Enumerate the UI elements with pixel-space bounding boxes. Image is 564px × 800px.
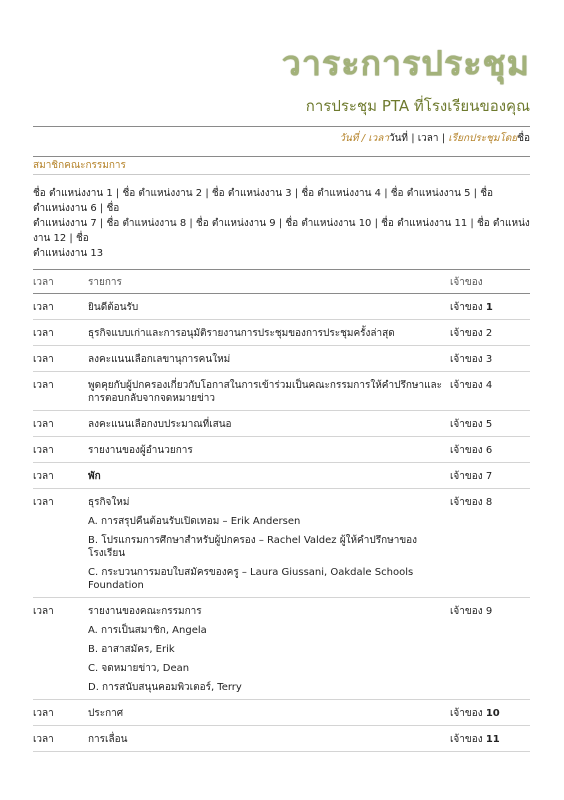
meta-sep-1: | (411, 133, 418, 144)
agenda-item-title: ประกาศ (88, 708, 124, 719)
agenda-owner (450, 707, 530, 720)
agenda-item-title: ยินดีต้อนรับ (88, 302, 139, 313)
committee-members-line: ตำแหน่งงาน 13 (33, 248, 104, 259)
agenda-item-title: ธุรกิจแบบเก่าและการอนุมัติรายงานการประชุมของการประชุมครั้งล่าสุด (88, 328, 395, 339)
committee-section-heading (33, 156, 530, 175)
agenda-item-title: รายงานของผู้อำนวยการ (88, 445, 193, 456)
header-time: เวลา (33, 277, 54, 288)
called-by-label: เรียกประชุมโดย (448, 133, 518, 144)
owner-number: 10 (485, 708, 500, 719)
agenda-time: เวลา (33, 497, 54, 508)
meta-slash: / (361, 133, 369, 144)
owner-label: เจ้าของ (450, 471, 483, 482)
agenda-subitem: B. โปรแกรมการศึกษาสำหรับผู้ปกครอง – Rachel Valdez ผู้ให้คำปรึกษาของโรงเรียน (88, 535, 418, 559)
owner-label: เจ้าของ (450, 734, 483, 745)
agenda-subitem: C. กระบวนการมอบใบสมัครของครู – Laura Giussani, Oakdale Schools Foundation (88, 567, 414, 591)
agenda-time: เวลา (33, 734, 54, 745)
committee-heading: สมาชิกคณะกรรมการ (33, 159, 530, 175)
agenda-owner (450, 470, 530, 483)
agenda-row (33, 346, 530, 372)
agenda-subitem: A. การสรุปคืนต้อนรับเปิดเทอม – Erik Andersen (88, 516, 301, 527)
agenda-owner (450, 327, 530, 340)
agenda-time: เวลา (33, 302, 54, 313)
owner-label: เจ้าของ (450, 419, 483, 430)
date-value: วันที่ (388, 133, 409, 144)
header-item: รายการ (88, 277, 122, 288)
owner-label: เจ้าของ (450, 328, 483, 339)
owner-number: 5 (485, 419, 493, 430)
agenda-time: เวลา (33, 471, 54, 482)
owner-label: เจ้าของ (450, 380, 483, 391)
owner-label: เจ้าของ (450, 445, 483, 456)
agenda-rows (33, 294, 530, 752)
owner-label: เจ้าของ (450, 606, 483, 617)
agenda-subitem: A. การเป็นสมาชิก, Angela (88, 625, 207, 636)
agenda-time: เวลา (33, 445, 54, 456)
meeting-meta (33, 132, 530, 146)
agenda-item (88, 301, 450, 314)
owner-number: 7 (485, 471, 493, 482)
owner-number: 9 (485, 606, 493, 617)
document-page (33, 0, 530, 752)
header-owner: เจ้าของ (450, 277, 483, 288)
owner-label: เจ้าของ (450, 497, 483, 508)
agenda-owner (450, 379, 530, 405)
agenda-owner (450, 418, 530, 431)
agenda-header-row (33, 270, 530, 294)
called-by-value: ชื่อ (517, 133, 530, 144)
agenda-subitem: B. อาสาสมัคร, Erik (88, 644, 175, 655)
meta-sep-2: | (441, 133, 449, 144)
agenda-item (88, 379, 450, 405)
owner-number: 8 (485, 497, 493, 508)
agenda-item (88, 733, 450, 746)
agenda-owner (450, 353, 530, 366)
owner-number: 11 (485, 734, 500, 745)
agenda-table (33, 269, 530, 752)
agenda-row (33, 700, 530, 726)
agenda-item (88, 470, 450, 483)
agenda-item-title: ลงคะแนนเลือกเลขานุการคนใหม่ (88, 354, 231, 365)
owner-number: 1 (485, 302, 493, 313)
agenda-row (33, 463, 530, 489)
agenda-item (88, 327, 450, 340)
time-value: เวลา (417, 133, 439, 144)
agenda-time: เวลา (33, 380, 54, 391)
agenda-item (88, 605, 450, 694)
agenda-time: เวลา (33, 354, 54, 365)
agenda-row (33, 726, 530, 752)
agenda-owner (450, 496, 530, 592)
committee-members (33, 186, 530, 261)
agenda-item (88, 353, 450, 366)
agenda-title: วาระการประชุม (281, 44, 530, 84)
agenda-item-title: ธุรกิจใหม่ (88, 497, 130, 508)
agenda-owner (450, 301, 530, 314)
agenda-subitem: D. การสนับสนุนคอมพิวเตอร์, Terry (88, 682, 242, 693)
owner-number: 2 (485, 328, 493, 339)
agenda-time: เวลา (33, 708, 54, 719)
agenda-owner (450, 605, 530, 694)
owner-label: เจ้าของ (450, 354, 483, 365)
agenda-item-title: พัก (88, 471, 101, 482)
owner-number: 3 (485, 354, 493, 365)
date-label: วันที่ (339, 133, 359, 144)
owner-number: 4 (485, 380, 493, 391)
committee-members-line: ชื่อ ตำแหน่งงาน 1 | ชื่อ ตำแหน่งงาน 2 | ชื่อ ตำแหน่งงาน 3 | ชื่อ ตำแหน่งงาน 4 | ชื่อ ตำแหน่งงาน 5 | ชื่อ ตำแหน่งงาน 6 | ชื่อ (33, 188, 493, 214)
agenda-row (33, 320, 530, 346)
agenda-item-title: ลงคะแนนเลือกงบประมาณที่เสนอ (88, 419, 232, 430)
agenda-item (88, 444, 450, 457)
agenda-item-title: พูดคุยกับผู้ปกครองเกี่ยวกับโอกาสในการเข้าร่วมเป็นคณะกรรมการให้คำปรึกษาและการตอบกลับจากจดหมายข่าว (88, 380, 443, 404)
agenda-time: เวลา (33, 606, 54, 617)
agenda-item (88, 707, 450, 720)
agenda-owner (450, 444, 530, 457)
agenda-item (88, 418, 450, 431)
meeting-subtitle: การประชุม PTA ที่โรงเรียนของคุณ (305, 97, 530, 115)
agenda-item (88, 496, 450, 592)
agenda-row (33, 437, 530, 463)
owner-label: เจ้าของ (450, 302, 483, 313)
committee-members-line: ตำแหน่งงาน 7 | ชื่อ ตำแหน่งงาน 8 | ชื่อ ตำแหน่งงาน 9 | ชื่อ ตำแหน่งงาน 10 | ชื่อ ตำแหน่งงาน 11 | ชื่อ ตำแหน่งงาน 12 | ชื่อ (33, 218, 530, 244)
agenda-item-title: การเลื่อน (88, 734, 128, 745)
time-label: เวลา (368, 133, 389, 144)
title-divider (33, 126, 530, 127)
agenda-time: เวลา (33, 419, 54, 430)
owner-label: เจ้าของ (450, 708, 483, 719)
agenda-item-title: รายงานของคณะกรรมการ (88, 606, 202, 617)
agenda-row (33, 489, 530, 598)
agenda-row (33, 598, 530, 700)
agenda-owner (450, 733, 530, 746)
agenda-time: เวลา (33, 328, 54, 339)
agenda-row (33, 372, 530, 411)
owner-number: 6 (485, 445, 493, 456)
agenda-row (33, 294, 530, 320)
agenda-subitem: C. จดหมายข่าว, Dean (88, 663, 190, 674)
agenda-row (33, 411, 530, 437)
